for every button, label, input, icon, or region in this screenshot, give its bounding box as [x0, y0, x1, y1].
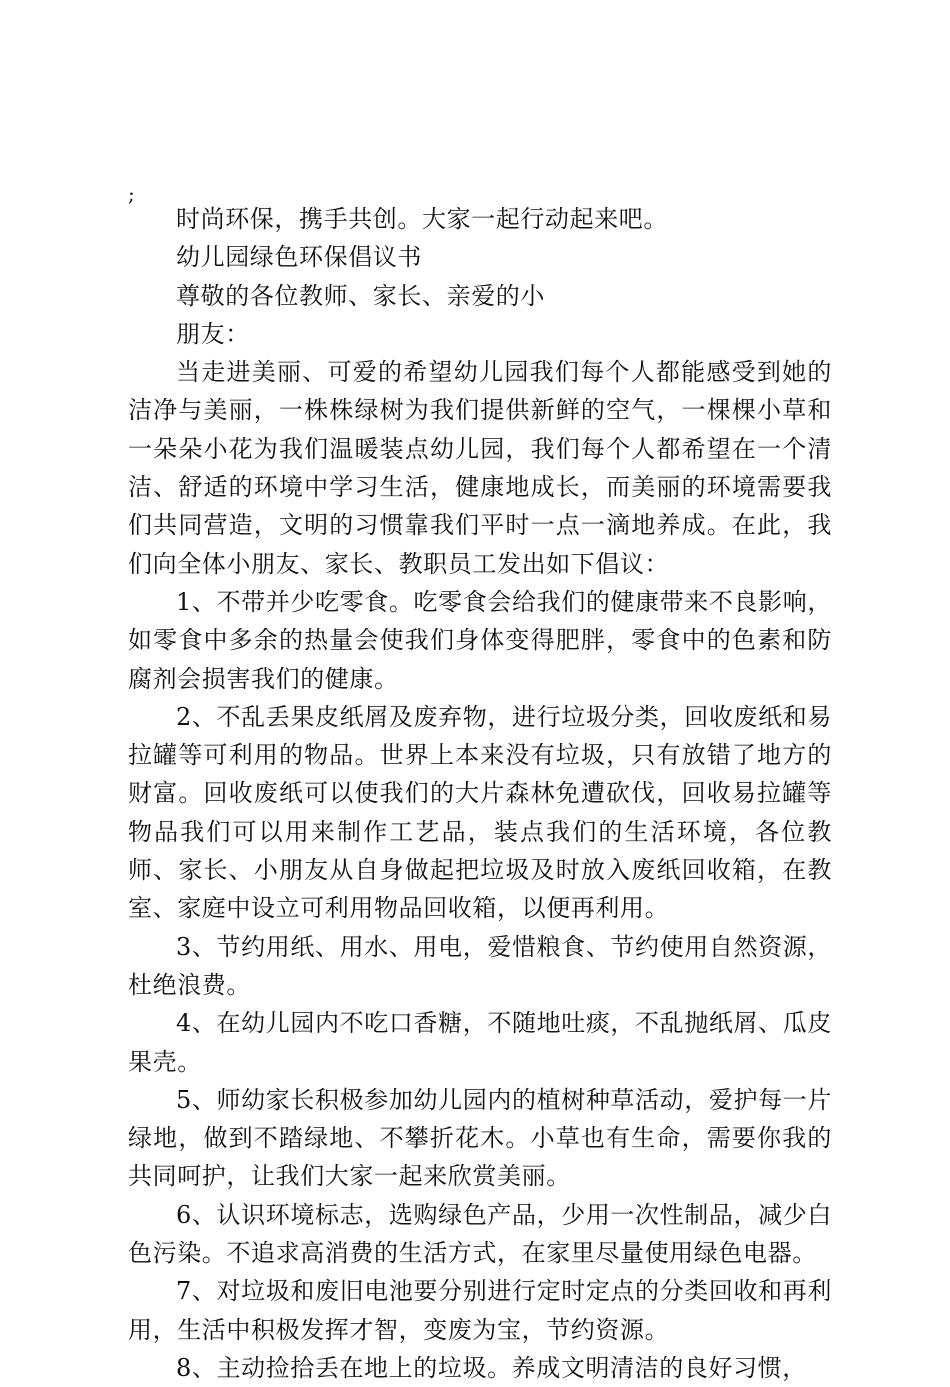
proposal-item-1: 1、不带并少吃零食。吃零食会给我们的健康带来不良影响，如零食中多余的热量会使我们身体变得肥胖，零食中的色素和防腐剂会损害我们的健康。	[128, 587, 832, 693]
stray-semicolon: ;	[128, 182, 135, 206]
proposal-item-3: 3、节约用纸、用水、用电，爱惜粮食、节约使用自然资源，杜绝浪费。	[128, 932, 832, 999]
document-body	[128, 200, 832, 1387]
proposal-item-6: 6、认识环境标志，选购绿色产品，少用一次性制品，减少白色污染。不追求高消费的生活方式，在家里尽量使用绿色电器。	[128, 1200, 832, 1268]
closing-line: 时尚环保，携手共创。大家一起行动起来吧。	[176, 205, 668, 233]
proposal-item-8: 8、主动捡拾丢在地上的垃圾。养成文明清洁的良好习惯，	[176, 1353, 807, 1382]
intro-paragraph: 当走进美丽、可爱的希望幼儿园我们每个人都能感受到她的洁净与美丽，一株株绿树为我们提供新鲜的空气，一棵棵小草和一朵朵小花为我们温暖装点幼儿园，我们每个人都希望在一个清洁、舒适的环境中学习生活，健康地成长，而美丽的环境需要我们共同营造，文明的习惯靠我们平时一点一滴地养成。在此，我们向全体小朋友、家长、教职员工发出如下倡议：	[128, 358, 832, 578]
proposal-item-5: 5、师幼家长积极参加幼儿园内的植树种草活动，爱护每一片绿地，做到不踏绿地、不攀折花木。小草也有生命，需要你我的共同呵护，让我们大家一起来欣赏美丽。	[128, 1085, 832, 1191]
proposal-item-2: 2、不乱丢果皮纸屑及废弃物，进行垃圾分类，回收废纸和易拉罐等可利用的物品。世界上本来没有垃圾，只有放错了地方的财富。回收废纸可以使我们的大片森林免遭砍伐，回收易拉罐等物品我们可以用来制作工艺品，装点我们的生活环境，各位教师、家长、小朋友从自身做起把垃圾及时放入废纸回收箱，在教室、家庭中设立可利用物品回收箱，以便再利用。	[128, 702, 832, 923]
proposal-item-4: 4、在幼儿园内不吃口香糖，不随地吐痰，不乱抛纸屑、瓜皮果壳。	[128, 1009, 832, 1076]
salutation-line-1: 尊敬的各位教师、家长、亲爱的小	[176, 281, 545, 310]
salutation-line-2: 朋友：	[176, 319, 250, 348]
proposal-item-7: 7、对垃圾和废旧电池要分别进行定时定点的分类回收和再利用，生活中积极发挥才智，变废为宝，节约资源。	[128, 1277, 832, 1344]
document-title: 幼儿园绿色环保倡议书	[176, 243, 422, 272]
